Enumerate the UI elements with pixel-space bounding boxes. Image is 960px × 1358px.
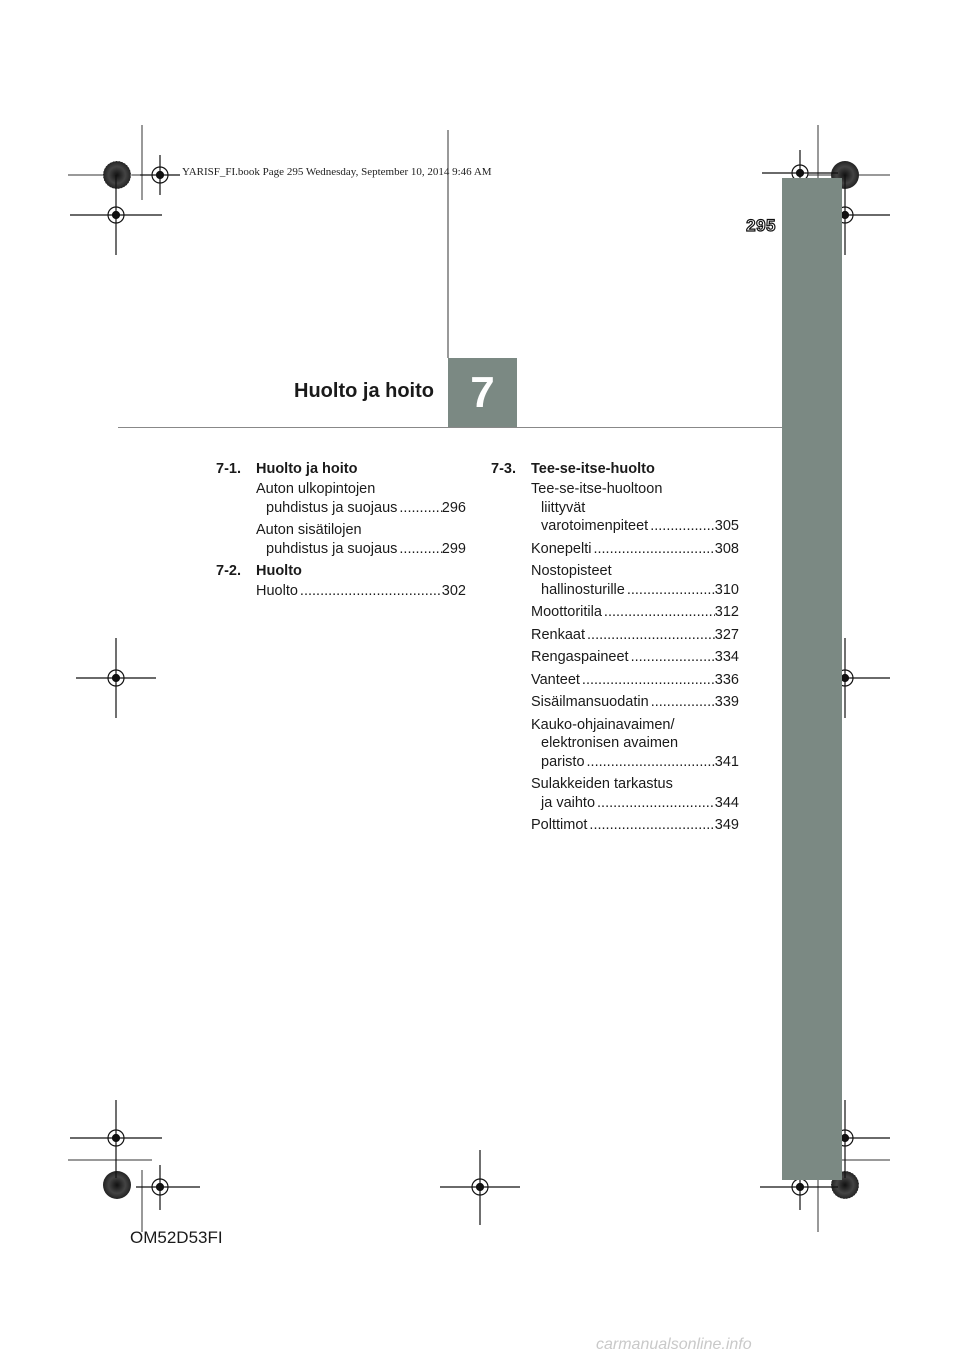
- dot-leader: [602, 603, 715, 622]
- toc-section: [491, 460, 739, 835]
- entry-text: puhdistus ja suojaus: [266, 499, 398, 516]
- entry-text-line: elektronisen avaimen: [541, 735, 679, 751]
- entry-page-number: 302: [441, 583, 466, 599]
- section-number: 7-3.: [491, 461, 516, 477]
- entry-text-line: Auton ulkopintojen: [256, 481, 376, 497]
- entry-text-line: Auton sisätilojen: [256, 522, 362, 538]
- entry-text: Rengaspaineet: [531, 649, 629, 665]
- entry-page-number: 341: [714, 753, 739, 770]
- entry-text-line: Kauko-ohjainavaimen/: [531, 716, 675, 733]
- entry-page-number: 339: [714, 694, 739, 710]
- section-heading: [216, 562, 466, 582]
- entry-final-line: [531, 626, 739, 645]
- entry-page-number: 334: [714, 649, 739, 665]
- toc-entry[interactable]: [491, 626, 739, 645]
- toc-entry[interactable]: [491, 562, 739, 599]
- entry-text: ja vaihto: [541, 794, 596, 811]
- starburst-mark: [103, 1171, 131, 1199]
- entry-final-line: [256, 499, 466, 518]
- toc-section: [216, 562, 466, 601]
- entry-page-number: 349: [714, 817, 739, 833]
- dot-leader: [397, 499, 441, 518]
- header-rule: [118, 427, 782, 428]
- toc-entry[interactable]: [491, 816, 739, 835]
- dot-leader: [629, 648, 715, 667]
- entry-text: varotoimenpiteet: [541, 518, 649, 534]
- section-number: 7-1.: [216, 461, 241, 477]
- dot-leader: [585, 753, 715, 772]
- section-title: Huolto ja hoito: [256, 461, 358, 477]
- entry-text: paristo: [541, 753, 585, 770]
- entry-text: Renkaat: [531, 626, 586, 643]
- crosshair-mark: [76, 638, 156, 718]
- entry-text-line: liittyvät: [541, 499, 586, 516]
- section-heading: [491, 460, 739, 480]
- toc-entry[interactable]: [216, 480, 466, 517]
- footer-code: OM52D53FI: [130, 1228, 223, 1247]
- crosshair-mark: [440, 1150, 520, 1225]
- chapter-number-box: [448, 358, 517, 428]
- page-number: 295: [746, 216, 776, 235]
- entry-final-line: [531, 693, 739, 712]
- dot-leader: [625, 581, 715, 600]
- toc-entry[interactable]: [491, 480, 739, 536]
- entry-final-line: [256, 582, 466, 601]
- starburst-mark: [103, 161, 131, 189]
- toc-entry[interactable]: [491, 775, 739, 812]
- entry-final-line: [531, 816, 739, 835]
- entry-page-number: 336: [714, 671, 739, 688]
- dot-leader: [298, 582, 442, 601]
- toc-entry[interactable]: [216, 521, 466, 558]
- toc-right-column: [491, 460, 739, 839]
- crosshair-mark: [140, 155, 180, 195]
- entry-text: puhdistus ja suojaus: [266, 540, 398, 557]
- toc-entry[interactable]: [491, 716, 739, 772]
- section-title: Huolto: [256, 563, 302, 579]
- entry-text-line: Sulakkeiden tarkastus: [531, 776, 673, 792]
- entry-final-line: [531, 671, 739, 690]
- dot-leader: [649, 693, 715, 712]
- crosshair-mark: [70, 1100, 162, 1178]
- entry-page-number: 310: [714, 581, 739, 598]
- entry-final-line: [531, 581, 739, 600]
- entry-final-line: [256, 540, 466, 559]
- entry-final-line: [531, 540, 739, 559]
- entry-final-line: [531, 753, 739, 772]
- toc-entry[interactable]: [491, 671, 739, 690]
- dot-leader: [580, 671, 715, 690]
- entry-page-number: 327: [714, 626, 739, 643]
- entry-text-line: Nostopisteet: [531, 563, 612, 579]
- toc-entry[interactable]: [491, 648, 739, 667]
- toc-left-column: [216, 460, 466, 605]
- section-number: 7-2.: [216, 563, 241, 579]
- chapter-side-tab: [782, 178, 842, 1180]
- chapter-number: 7: [470, 368, 495, 417]
- dot-leader: [587, 816, 714, 835]
- section-heading: [216, 460, 466, 480]
- dot-leader: [585, 626, 715, 645]
- watermark: carmanualsonline.info: [596, 1336, 752, 1353]
- chapter-title: Huolto ja hoito: [294, 380, 434, 402]
- entry-page-number: 308: [714, 540, 739, 557]
- crosshair-mark: [70, 175, 162, 255]
- toc-entry[interactable]: [491, 603, 739, 622]
- entry-text-line: Tee-se-itse-huoltoon: [531, 481, 663, 497]
- entry-text: Moottoritila: [531, 604, 602, 620]
- entry-page-number: 344: [714, 794, 739, 811]
- entry-final-line: [531, 517, 739, 536]
- entry-page-number: 305: [714, 518, 739, 534]
- dot-leader: [648, 517, 715, 536]
- entry-page-number: 296: [441, 499, 466, 516]
- entry-text: Vanteet: [531, 671, 580, 688]
- entry-page-number: 299: [441, 540, 466, 557]
- print-header: YARISF_FI.book Page 295 Wednesday, September 10, 2014 9:46 AM: [182, 166, 492, 178]
- entry-final-line: [531, 794, 739, 813]
- entry-final-line: [531, 648, 739, 667]
- toc-entry[interactable]: [491, 693, 739, 712]
- dot-leader: [595, 794, 715, 813]
- entry-text: hallinosturille: [541, 581, 625, 598]
- toc-entry[interactable]: [491, 540, 739, 559]
- dot-leader: [591, 540, 714, 559]
- entry-page-number: 312: [714, 604, 739, 620]
- entry-text: Konepelti: [531, 540, 592, 557]
- entry-final-line: [531, 603, 739, 622]
- entry-text: Huolto: [256, 583, 298, 599]
- toc-section: [216, 460, 466, 558]
- toc-entry[interactable]: [216, 582, 466, 601]
- crosshair-mark: [136, 1165, 200, 1210]
- section-title: Tee-se-itse-huolto: [531, 461, 655, 477]
- entry-text: Sisäilmansuodatin: [531, 694, 649, 710]
- entry-text: Polttimot: [531, 817, 588, 833]
- dot-leader: [397, 540, 441, 559]
